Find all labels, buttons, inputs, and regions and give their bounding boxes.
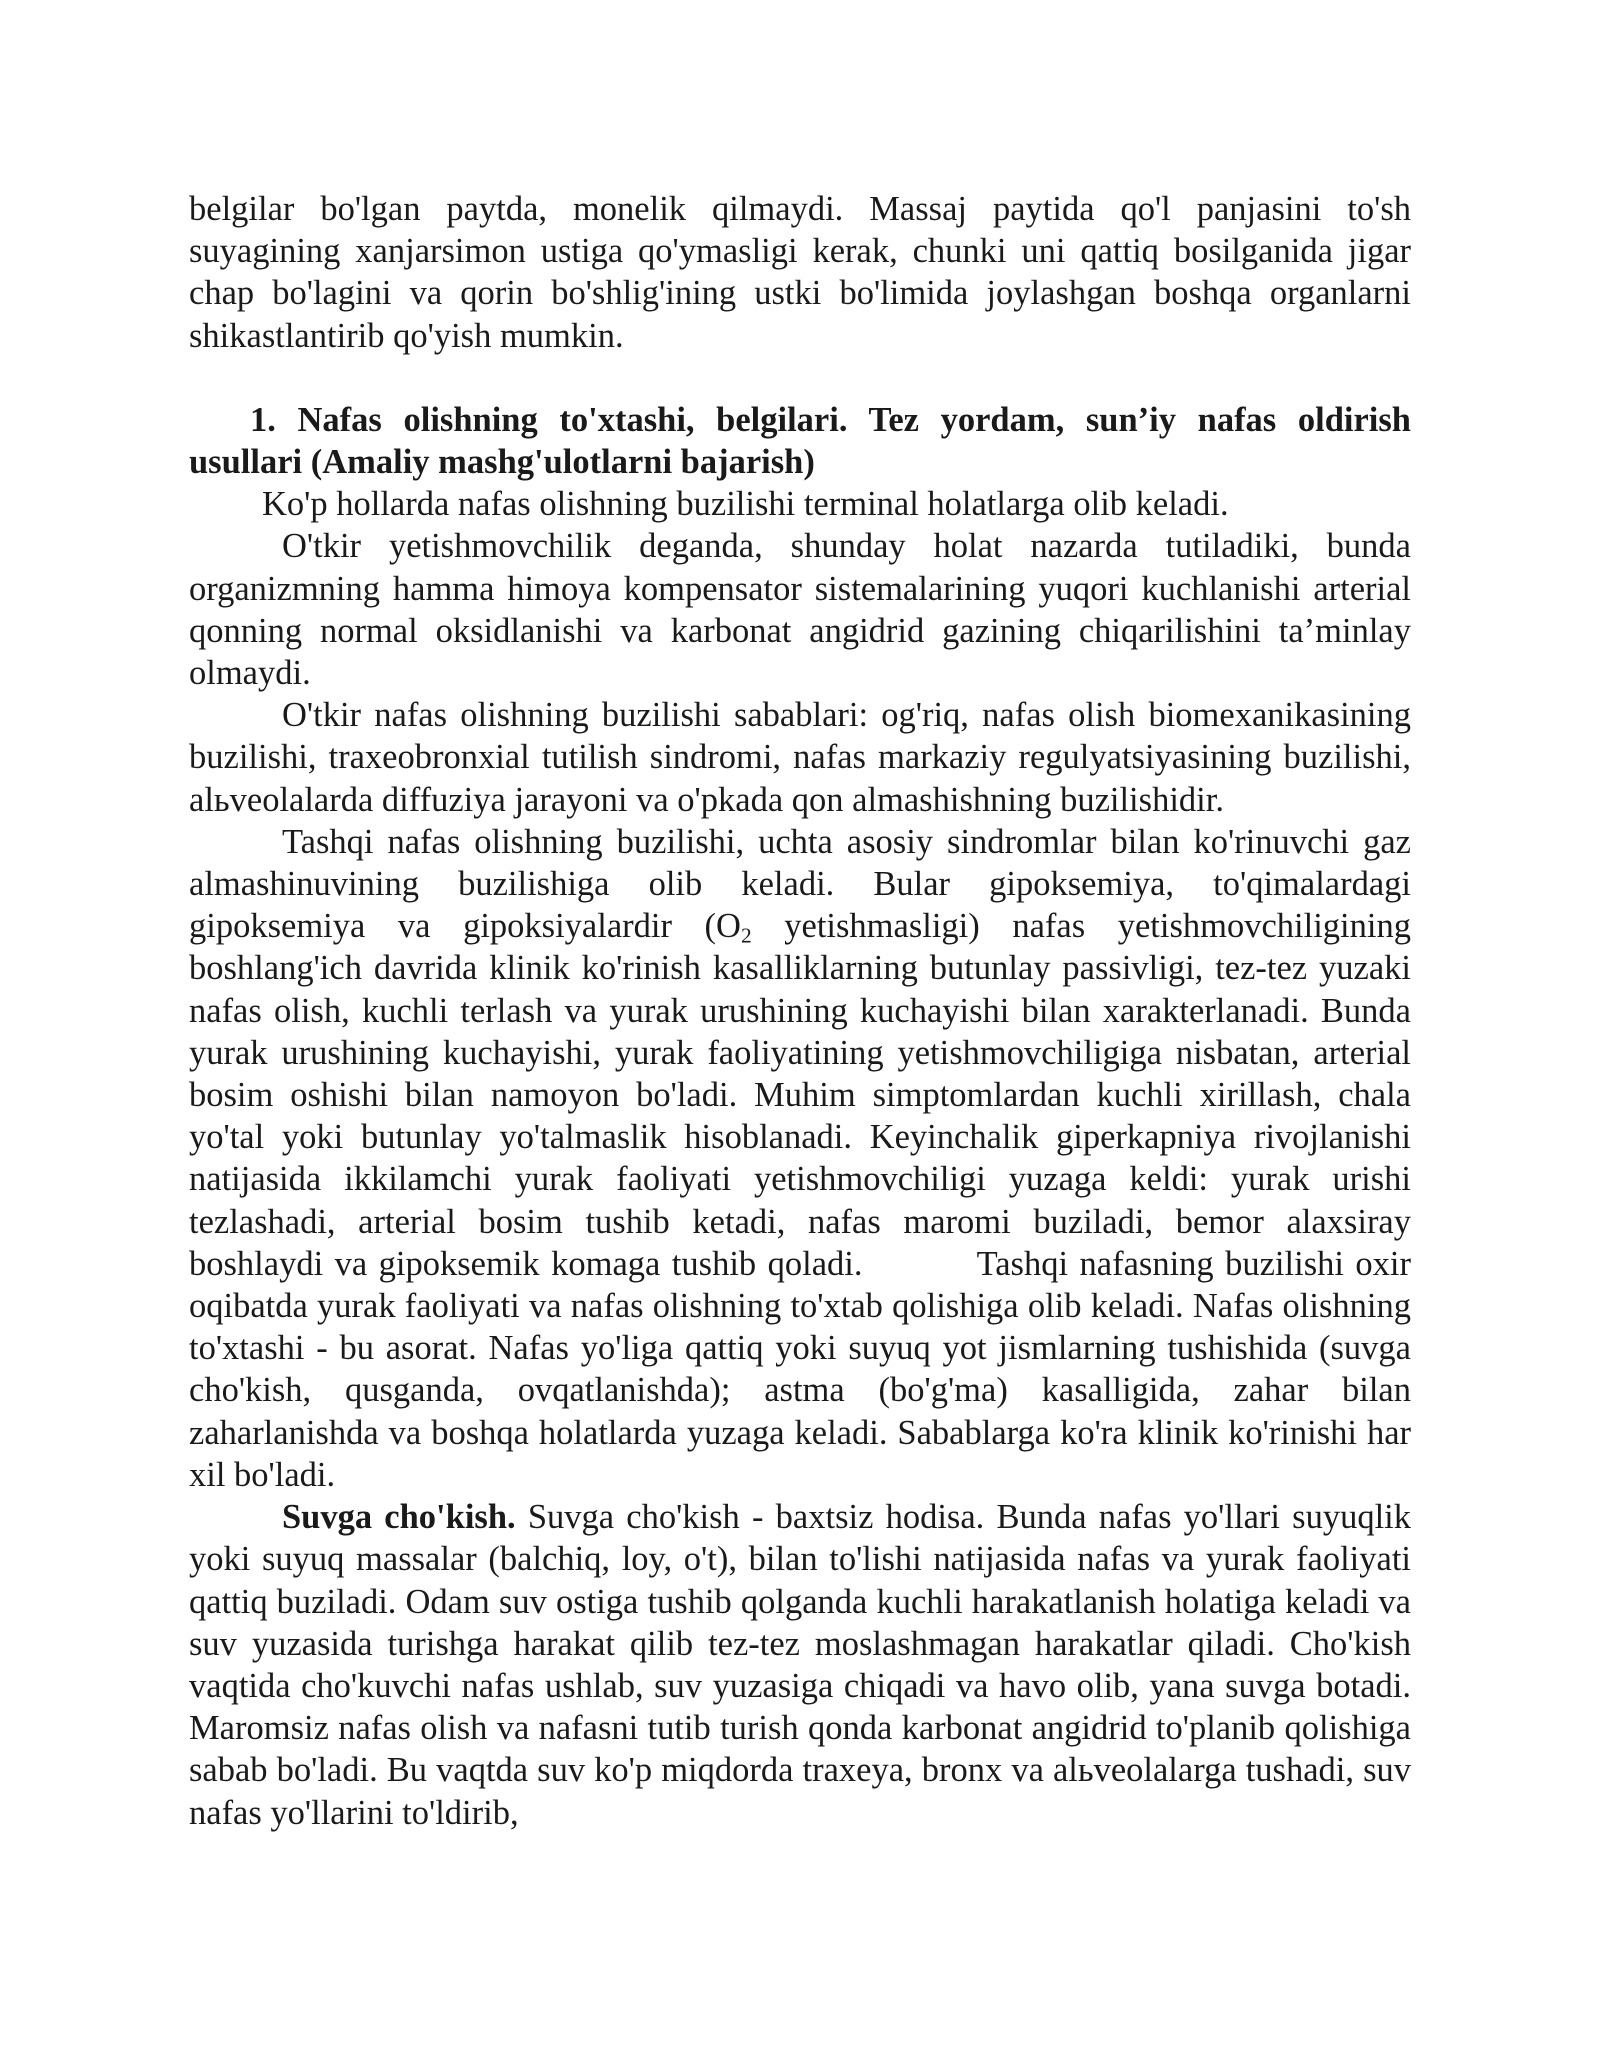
paragraph-4-text-a: Tashqi nafas olishning buzilishi, uchta asosiy sindromlar bilan ko'rinuvchi gaz almashinuvining buzilishiga olib keladi. Bular gipoksemiya, to'qimalardagi gipoksemiya va gipoksiyalardir (O: [189, 822, 1411, 946]
paragraph-4-subscript: 2: [740, 923, 752, 948]
section-heading: 1. Nafas olishning to'xtashi, belgilari. Tez yordam, sun’iy nafas oldirish usullari (Amaliy mashg'ulotlarni bajarish): [189, 400, 1411, 482]
paragraph-4-text-b: yetishmasligi) nafas yetishmovchiligining boshlang'ich davrida klinik ko'rinish kasalliklarning butunlay passivligi, tez-tez yuzaki nafas olish, kuchli terlash va yurak urushining kuchayishi bilan xarakterlanadi. Bunda yurak urushining kuchayishi, yurak faoliyatining yetishmovchiligiga nisbatan, arterial bosim oshishi bilan namoyon bo'ladi. Muhim simptomlardan kuchli xirillash, chala yo'tal yoki butunlay yo'talmaslik hisoblanadi. Keyinchalik giperkapniya rivojlanishi natijasida ikkilamchi yurak faoliyati yetishmovchiligi yuzaga keldi: yurak urishi tezlashadi, arterial bosim tushib ketadi, nafas maromi buziladi, bemor alaxsiray boshlaydi va gipoksemik komaga tushib qoladi. Tashqi nafasning buzilishi oxir oqibatda yurak faoliyati va nafas olishning to'xtab qolishiga olib keladi. Nafas olishning to'xtashi - bu asorat. Nafas yo'liga qattiq yoki suyuq yot jismlarning tushishida (suvga cho'kish, qusganda, ovqatlanishda); astma (bo'g'ma) kasalligida, zahar bilan zaharlanishda va boshqa holatlarda yuzaga keladi. Sabablarga ko'ra klinik ko'rinishi har xil bo'ladi.: [189, 907, 1420, 1494]
paragraph-5-text: Suvga cho'kish - baxtsiz hodisa. Bunda nafas yo'llari suyuqlik yoki suyuq massalar (balchiq, loy, o't), bilan to'lishi natijasida nafas va yurak faoliyati qattiq buziladi. Odam suv ostiga tushib qolganda kuchli harakatlanish holatiga keladi va suv yuzasida turishga harakat qilib tez-tez moslashmagan harakatlar qiladi. Cho'kish vaqtida cho'kuvchi nafas ushlab, suv yuzasiga chiqadi va havo olib, yana suvga botadi. Maromsiz nafas olish va nafasni tutib turish qonda karbonat angidrid to'planib qolishiga sabab bo'ladi. Bu vaqtda suv ko'p miqdorda traxeya, bronx va alьveolalarga tushadi, suv nafas yo'llarini to'ldirib,: [189, 1498, 1411, 1832]
document-page: [189, 188, 1420, 1834]
paragraph-3: O'tkir nafas olishning buzilishi sabablari: og'riq, nafas olish biomexanikasining buzilishi, traxeobronxial tutilish sindromi, nafas markaziy regulyatsiyasining buzilishi, alьveolalarda diffuziya jarayoni va o'pkada qon almashishning buzilishidir.: [189, 696, 1411, 819]
intro-paragraph: belgilar bo'lgan paytda, monelik qilmaydi. Massaj paytida qo'l panjasini to'sh suyagining xanjarsimon ustiga qo'ymasligi kerak, chunki uni qattiq bosilganida jigar chap bo'lagini va qorin bo'shlig'ining ustki bo'limida joylashgan boshqa organlarni shikastlantirib qo'yish mumkin.: [189, 190, 1411, 355]
paragraph-2: O'tkir yetishmovchilik deganda, shunday holat nazarda tutiladiki, bunda organizmning hamma himoya kompensator sistemalarining yuqori kuchlanishi arterial qonning normal oksidlanishi va karbonat angidrid gazining chiqarilishini ta’minlay olmaydi.: [189, 527, 1411, 693]
paragraph-spacer: [189, 357, 1411, 399]
paragraph-1: Ko'p hollarda nafas olishning buzilishi terminal holatlarga olib keladi.: [262, 485, 1229, 524]
paragraph-5-lead: Suvga cho'kish.: [282, 1498, 516, 1537]
paragraph-4: [189, 821, 1420, 1496]
paragraph-5: [189, 1496, 1411, 1834]
